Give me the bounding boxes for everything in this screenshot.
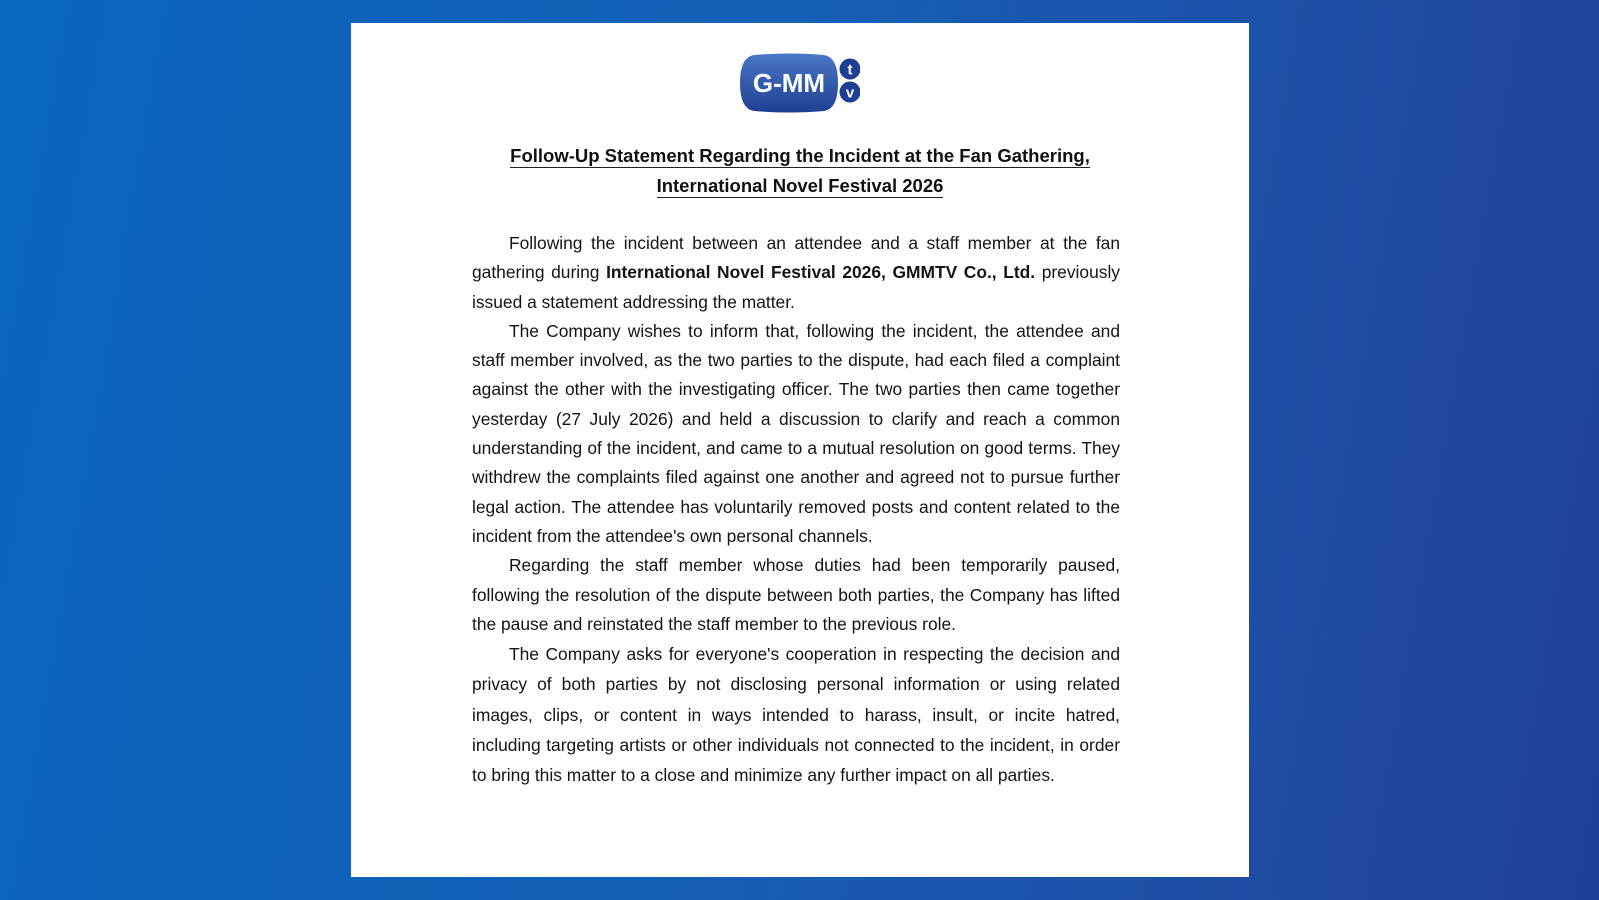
gmmtv-logo: [740, 52, 860, 114]
paragraph-1-text-a: Following the incident between an attendee and a staff member at the fan gathering during: [472, 233, 1120, 283]
statement-body: [472, 229, 1120, 790]
gmmtv-logo-mark: [740, 52, 860, 114]
paragraph-1: [472, 229, 1120, 317]
svg-text:v: v: [845, 84, 855, 102]
paragraph-3: Regarding the staff member whose duties had been temporarily paused, following the resolution of the dispute between both parties, the Company has lifted the pause and reinstated the staff member to the previous role.: [472, 555, 1120, 634]
paragraph-4: The Company asks for everyone's cooperation in respecting the decision and privacy of both parties by not disclosing personal information or using related images, clips, or content in ways intended to harass, insult, or incite hatred, including targeting artists or other individuals not connected to the incident, in order to bring this matter to a close and minimize any further impact on all parties.: [472, 644, 1120, 785]
paragraph-2: The Company wishes to inform that, following the incident, the attendee and staff member involved, as the two parties to the dispute, had each filed a complaint against the other with the investigating officer. The two parties then came together yesterday (27 July 2026) and held a discussion to clarify and reach a common understanding of the incident, and came to a mutual resolution on good terms. They withdrew the complaints filed against one another and agreed not to pursue further legal action. The attendee has voluntarily removed posts and content related to the incident from the attendee's own personal channels.: [472, 320, 1120, 546]
svg-text:t: t: [847, 61, 853, 79]
title-line-1: Follow-Up Statement Regarding the Incident at the Fan Gathering,: [510, 145, 1090, 166]
paragraph-1-bold-text: International Novel Festival 2026, GMMTV Co., Ltd.: [606, 262, 1036, 283]
statement-document: [351, 23, 1249, 877]
title-line-2: International Novel Festival 2026: [656, 174, 944, 196]
statement-title: [351, 141, 1249, 200]
paragraph-1-text-b: previously issued a statement addressing the matter.: [472, 262, 1121, 312]
svg-text:G-MM: G-MM: [752, 68, 826, 98]
